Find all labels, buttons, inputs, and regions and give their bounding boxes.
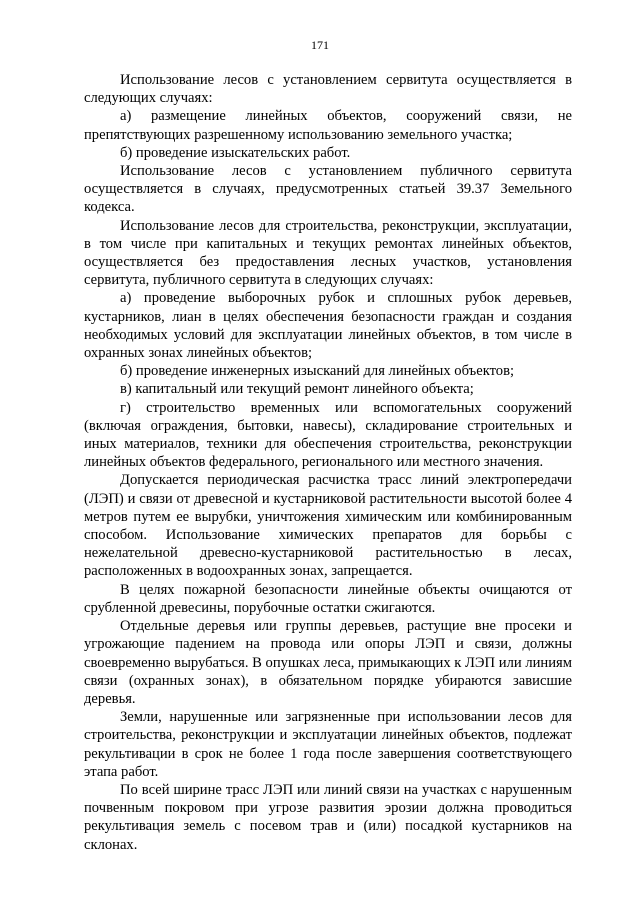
paragraph: б) проведение инженерных изысканий для линейных объектов; — [120, 363, 515, 380]
document-body — [84, 71, 572, 854]
paragraph: Использование лесов для строительства, реконструкции, эксплуатации, в том числе при капитальных и текущих ремонтах линейных объектов, осуществляется без предоставления лесных участков, установления сервитута, публичного сервитута в следующих случаях: — [84, 217, 572, 289]
paragraph: а) размещение линейных объектов, сооружений связи, не препятствующих разрешенному использованию земельного участка; — [84, 108, 572, 143]
paragraph: в) капитальный или текущий ремонт линейного объекта; — [120, 381, 474, 398]
paragraph: Использование лесов с установлением сервитута осуществляется в следующих случаях: — [84, 72, 572, 107]
paragraph: В целях пожарной безопасности линейные объекты очищаются от срубленной древесины, порубочные остатки сжигаются. — [84, 581, 572, 616]
paragraph: Земли, нарушенные или загрязненные при использовании лесов для строительства, реконструкции и эксплуатации линейных объектов, подлежат рекультивации в срок не более 1 года после завершения соответствующего этапа работ. — [84, 709, 572, 780]
page-number: 171 — [311, 38, 329, 52]
paragraph: а) проведение выборочных рубок и сплошных рубок деревьев, кустарников, лиан в целях обеспечения безопасности граждан и создания необходимых условий для эксплуатации линейных объектов, в том числе в охранных зонах линейных объектов; — [84, 290, 572, 362]
paragraph: б) проведение изыскательских работ. — [120, 144, 351, 161]
paragraph: г) строительство временных или вспомогательных сооружений (включая ограждения, бытовки, навесы), складирование строительных и иных материалов, техники для обеспечения строительства, реконструкции линейных объектов федерального, регионального или местного значения. — [84, 399, 572, 471]
paragraph: Отдельные деревья или группы деревьев, растущие вне просеки и угрожающие падением на провода или опоры ЛЭП и связи, должны своевременно вырубаться. В опушках леса, примыкающих к ЛЭП или линиям связи (охранных зонах), в обязательном порядке убираются зависшие деревья. — [84, 618, 572, 707]
paragraph: Допускается периодическая расчистка трасс линий электропередачи (ЛЭП) и связи от древесной и кустарниковой растительности высотой более 4 метров путем ее вырубки, уничтожения химическим или комбинированным способом. Использование химических препаратов для борьбы с нежелательной древесно-кустарниковой растительностью в лесах, расположенных в водоохранных зонах, запрещается. — [84, 472, 572, 580]
paragraph: Использование лесов с установлением публичного сервитута осуществляется в случаях, предусмотренных статьей 39.37 Земельного кодекса. — [84, 163, 572, 216]
paragraph: По всей ширине трасс ЛЭП или линий связи на участках с нарушенным почвенным покровом при угрозе развития эрозии должна проводиться рекультивация земель с посевом трав и (или) посадкой кустарников на склонах. — [84, 781, 572, 853]
